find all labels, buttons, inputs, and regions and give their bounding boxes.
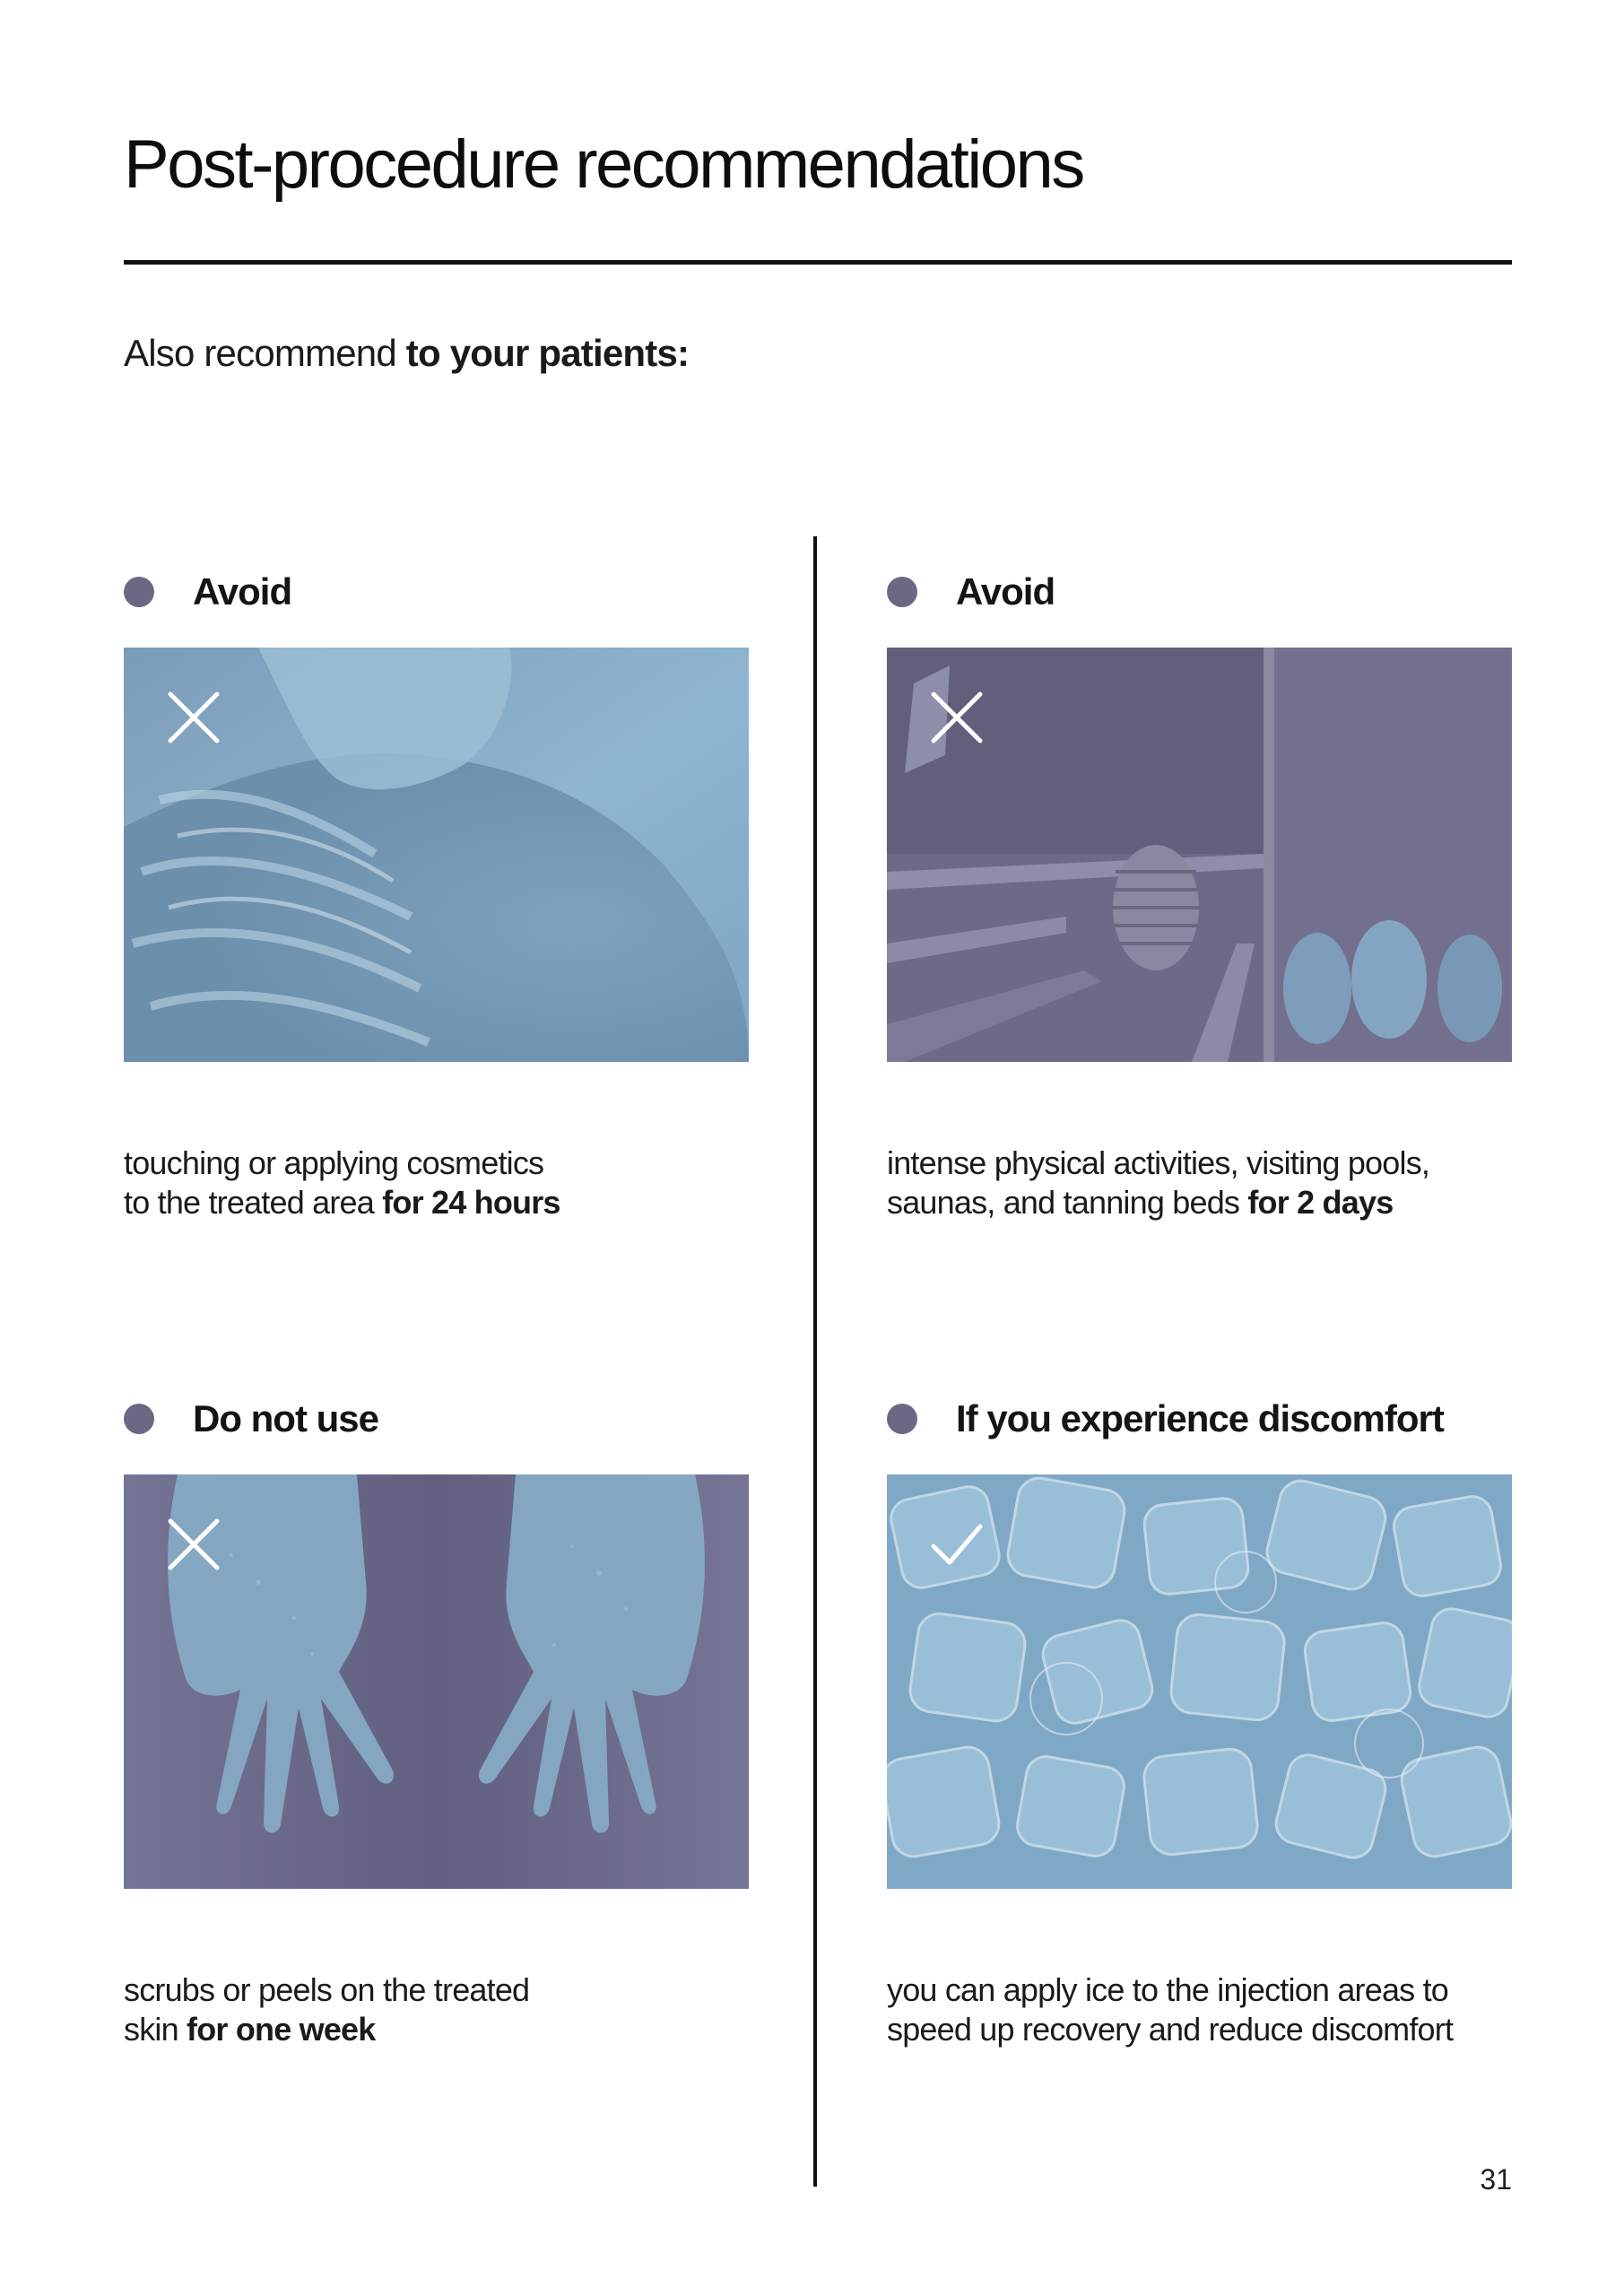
card-heading	[887, 1392, 1444, 1446]
card-description	[887, 1970, 1512, 2049]
card-heading	[124, 565, 291, 619]
check-icon	[930, 1518, 984, 1571]
card-title: Avoid	[193, 570, 292, 613]
description-line-1: scrubs or peels on the treated	[124, 1971, 530, 2008]
title-underline	[124, 260, 1512, 265]
card-description	[124, 1970, 749, 2049]
column-divider	[813, 536, 817, 2187]
bullet-icon	[124, 577, 154, 607]
cross-icon	[167, 1518, 221, 1571]
description-emphasis: for 2 days	[1247, 1184, 1394, 1221]
page-title: Post-procedure recommendations	[124, 126, 1083, 203]
description-line-2: speed up recovery and reduce discomfort	[887, 2011, 1454, 2048]
card-heading	[124, 1392, 378, 1446]
card-title: If you experience discomfort	[956, 1397, 1444, 1439]
shoulder-photo	[124, 648, 749, 1062]
intro-regular: Also recommend	[124, 332, 406, 374]
card-description	[887, 1144, 1512, 1222]
intro-text	[124, 332, 689, 375]
page-number: 31	[1480, 2163, 1512, 2196]
card-description	[124, 1144, 749, 1222]
cross-icon	[167, 691, 221, 744]
ice-cubes-photo	[887, 1474, 1512, 1889]
intro-bold: to your patients:	[405, 332, 690, 374]
description-line-1: intense physical activities, visiting pools,	[887, 1144, 1430, 1181]
description-line-1: touching or applying cosmetics	[124, 1144, 544, 1181]
description-line-2: skin	[124, 2011, 187, 2048]
bullet-icon	[887, 577, 917, 607]
description-line-2: saunas, and tanning beds	[887, 1184, 1248, 1221]
sauna-photo	[887, 648, 1512, 1062]
description-emphasis: for 24 hours	[382, 1184, 560, 1221]
description-line-1: you can apply ice to the injection areas to	[887, 1971, 1449, 2008]
bullet-icon	[124, 1404, 154, 1434]
description-line-2: to the treated area	[124, 1184, 383, 1221]
card-title: Avoid	[956, 570, 1055, 613]
card-title: Do not use	[193, 1397, 378, 1439]
description-emphasis: for one week	[187, 2011, 376, 2048]
cross-icon	[930, 691, 984, 744]
bullet-icon	[887, 1404, 917, 1434]
card-heading	[887, 565, 1055, 619]
hands-photo	[124, 1474, 749, 1889]
